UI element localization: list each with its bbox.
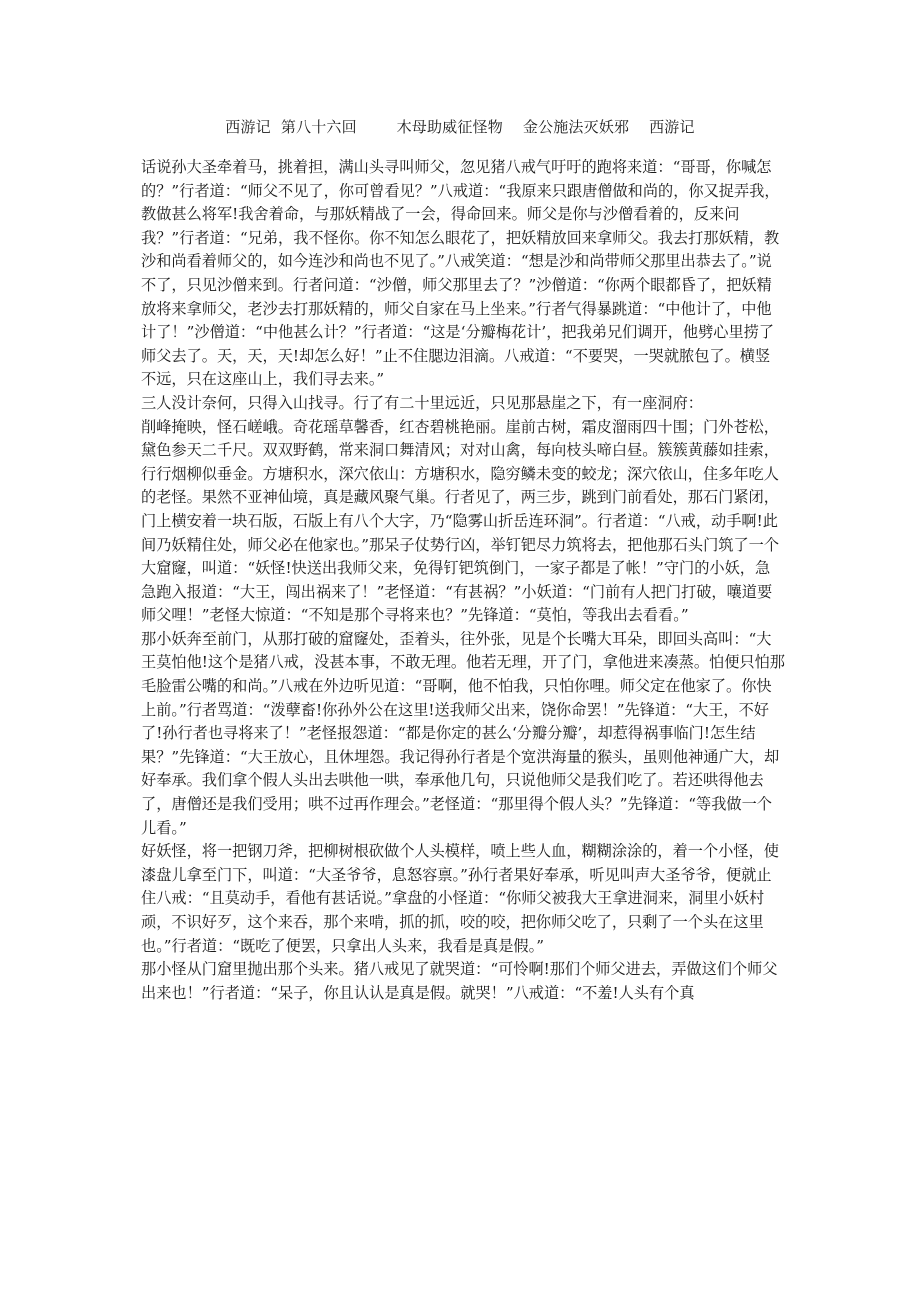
- paragraph: 削峰掩映，怪石嵯峨。奇花瑶草馨香，红杏碧桃艳丽。崖前古树，霜皮溜雨四十围；门外苍松，黛色参天二千尺。双双野鹤，常来洞口舞清风；对对山禽，每向枝头啼白昼。簇簇黄藤如挂索，行行烟柳似垂金。方塘积水，深穴依山：方塘积水，隐穷鳞未变的蛟龙；深穴依山，住多年吃人的老怪。果然不亚神仙境，真是藏风聚气巢。行者见了，两三步，跳到门前看处，那石门紧闭，门上横安着一块石版，石版上有八个大字，乃“隐雾山折岳连环洞”。行者道：“八戒，动手啊!此间乃妖精住处，师父必在他家也。”那呆子仗势行凶，举钉钯尽力筑将去，把他那石头门筑了一个大窟窿，叫道：“妖怪!快送出我师父来，免得钉钯筑倒门，一家子都是了帐！”守门的小妖，急急跑入报道：“大王，闯出祸来了！”老怪道：“有甚祸？”小妖道：“门前有人把门打破，嚷道要师父哩！”老怪大惊道：“不知是那个寻将来也？”先锋道：“莫怕，等我出去看看。”: [141, 417, 780, 625]
- page-title: 西游记 第八十六回 木母助威征怪物 金公施法灭妖邪 西游记: [225, 118, 695, 136]
- body-text: [141, 156, 785, 1005]
- paragraph: 话说孙大圣牵着马，挑着担，满山头寻叫师父，忽见猪八戒气吁吁的跑将来道：“哥哥，你喊怎的？”行者道：“师父不见了，你可曾看见？”八戒道：“我原来只跟唐僧做和尚的，你又捉弄我，教做甚么将军!我舍着命，与那妖精战了一会，得命回来。师父是你与沙僧看着的，反来问我？”行者道：“兄弟，我不怪你。你不知怎么眼花了，把妖精放回来拿师父。我去打那妖精，教沙和尚看着师父的，如今连沙和尚也不见了。”八戒笑道：“想是沙和尚带师父那里出恭去了。”说不了，只见沙僧来到。行者问道：“沙僧，师父那里去了？”沙僧道：“你两个眼都昏了，把妖精放将来拿师父，老沙去打那妖精的，师父自家在马上坐来。”行者气得暴跳道：“中他计了，中他计了！”沙僧道：“中他甚么计？”行者道：“这是‘分瓣梅花计’，把我弟兄们调开，他劈心里捞了师父去了。天，天，天!却怎么好！”止不住腮边泪滴。八戒道：“不要哭，一哭就脓包了。横竖不远，只在这座山上，我们寻去来。”: [141, 158, 780, 389]
- paragraph: 那小怪从门窟里抛出那个头来。猪八戒见了就哭道：“可怜啊!那们个师父进去，弄做这们个师父出来也！”行者道：“呆子，你且认认是真是假。就哭！”八戒道：“不羞!人头有个真: [141, 960, 778, 1002]
- paragraph: 三人没计奈何，只得入山找寻。行了有二十里远近，只见那悬崖之下，有一座洞府：: [141, 393, 703, 412]
- paragraph: 那小妖奔至前门，从那打破的窟窿处，歪着头，往外张，见是个长嘴大耳朵，即回头高叫：“大王莫怕他!这个是猪八戒，没甚本事，不敢无理。他若无理，开了门，拿他进来凑蒸。怕便只怕那毛脸雷公嘴的和尚。”八戒在外边听见道：“哥啊，他不怕我，只怕你哩。师父定在他家了。你快上前。”行者骂道：“泼孽畜!你孙外公在这里!送我师父出来，饶你命罢！”先锋道：“大王，不好了!孙行者也寻将来了！”老怪报怨道：“都是你定的甚么‘分瓣分瓣’，却惹得祸事临门!怎生结果？”先锋道：“大王放心，且休埋怨。我记得孙行者是个宽洪海量的猴头，虽则他神通广大，却好奉承。我们拿个假人头出去哄他一哄，奉承他几句，只说他师父是我们吃了。若还哄得他去了，唐僧还是我们受用；哄不过再作理会。”老怪道：“那里得个假人头？”先锋道：“等我做一个儿看。”: [141, 629, 785, 837]
- paragraph: 好妖怪，将一把钢刀斧，把柳树根砍做个人头模样，喷上些人血，糊糊涂涂的，着一个小怪，使漆盘儿拿至门下，叫道：“大圣爷爷，息怒容禀。”孙行者果好奉承，听见叫声大圣爷爷，便就止住八戒：“且莫动手，看他有甚话说。”拿盘的小怪道：“你师父被我大王拿进洞来，洞里小妖村顽，不识好歹，这个来吞，那个来啃，抓的抓，咬的咬，把你师父吃了，只剩了一个头在这里也。”行者道：“既吃了便罢，只拿出人头来，我看是真是假。”: [141, 842, 779, 955]
